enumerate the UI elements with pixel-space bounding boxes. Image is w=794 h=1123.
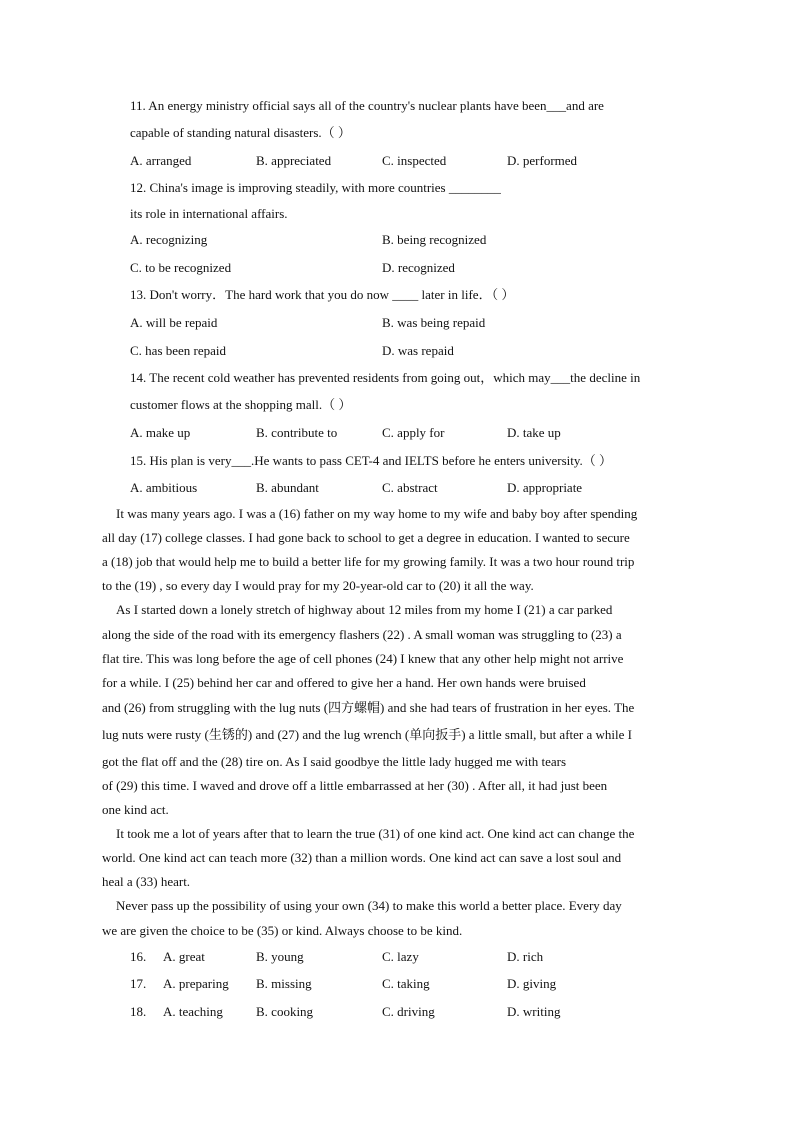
cloze-16-number: 16.: [130, 949, 147, 964]
option-a: A. ambitious: [130, 480, 198, 495]
option-c: C. apply for: [382, 425, 445, 440]
option-d: D. recognized: [382, 260, 455, 275]
option-d: D. appropriate: [507, 480, 583, 495]
option-a: A. will be repaid: [130, 315, 218, 330]
question-12-stem-cont: its role in international affairs.: [130, 206, 288, 221]
option-d: D. giving: [507, 976, 557, 991]
option-c: C. to be recognized: [130, 260, 232, 275]
option-a: A. make up: [130, 425, 191, 440]
passage-line: heal a (33) heart.: [102, 874, 191, 889]
passage-line: It was many years ago. I was a (16) father on my way home to my wife and baby boy after spending: [116, 506, 638, 521]
option-c: C. driving: [382, 1004, 435, 1019]
option-b: B. was being repaid: [382, 315, 486, 330]
question-11-stem-cont: capable of standing natural disasters.（ ）: [130, 125, 351, 140]
passage-line: world. One kind act can teach more (32) than a million words. One kind act can save a lost soul and: [102, 850, 622, 865]
option-d: D. rich: [507, 949, 544, 964]
option-c: C. taking: [382, 976, 430, 991]
question-12-stem: 12. China's image is improving steadily, with more countries ________: [130, 180, 501, 195]
option-d: D. writing: [507, 1004, 561, 1019]
option-c: C. lazy: [382, 949, 419, 964]
passage-line: and (26) from struggling with the lug nuts (四方螺帽) and she had tears of frustration in her eyes. The: [102, 700, 635, 715]
option-a: A. arranged: [130, 153, 192, 168]
passage-line: Never pass up the possibility of using your own (34) to make this world a better place. Every day: [116, 898, 622, 913]
option-d: D. take up: [507, 425, 561, 440]
option-d: D. was repaid: [382, 343, 454, 358]
question-13-stem: 13. Don't worry．The hard work that you do now ____ later in life．（ ）: [130, 287, 515, 302]
cloze-18-number: 18.: [130, 1004, 147, 1019]
passage-line: a (18) job that would help me to build a better life for my growing family. It was a two hour round trip: [102, 554, 635, 569]
option-c: C. inspected: [382, 153, 447, 168]
passage-line: to the (19) , so every day I would pray for my 20-year-old car to (20) it all the way.: [102, 578, 534, 593]
option-a: A. teaching: [163, 1004, 223, 1019]
option-b: B. missing: [256, 976, 312, 991]
option-b: B. being recognized: [382, 232, 487, 247]
option-c: C. abstract: [382, 480, 438, 495]
passage-line: all day (17) college classes. I had gone back to school to get a degree in education. I wanted to secure: [102, 530, 630, 545]
option-b: B. abundant: [256, 480, 319, 495]
passage-line: It took me a lot of years after that to learn the true (31) of one kind act. One kind act can change the: [116, 826, 635, 841]
option-a: A. great: [163, 949, 205, 964]
passage-line: As I started down a lonely stretch of highway about 12 miles from my home I (21) a car parked: [116, 602, 613, 617]
option-b: B. young: [256, 949, 304, 964]
option-b: B. contribute to: [256, 425, 338, 440]
question-15-stem: 15. His plan is very___.He wants to pass CET-4 and IELTS before he enters university.（ ）: [130, 453, 613, 468]
passage-line: we are given the choice to be (35) or kind. Always choose to be kind.: [102, 923, 463, 938]
option-a: A. recognizing: [130, 232, 208, 247]
question-14-stem: 14. The recent cold weather has prevented residents from going out，which may___the decline in: [130, 370, 641, 385]
passage-line: for a while. I (25) behind her car and offered to give her a hand. Her own hands were bruised: [102, 675, 586, 690]
passage-line: got the flat off and the (28) tire on. As I said goodbye the little lady hugged me with tears: [102, 754, 567, 769]
passage-line: of (29) this time. I waved and drove off a little embarrassed at her (30) . After all, it had just been: [102, 778, 608, 793]
passage-line: one kind act.: [102, 802, 169, 817]
option-a: A. preparing: [163, 976, 229, 991]
question-11-stem: 11. An energy ministry official says all of the country's nuclear plants have been___and are: [130, 98, 604, 113]
option-b: B. appreciated: [256, 153, 332, 168]
passage-line: flat tire. This was long before the age of cell phones (24) I knew that any other help might not arrive: [102, 651, 624, 666]
passage-line: lug nuts were rusty (生锈的) and (27) and the lug wrench (单向扳手) a little small, but after a while I: [102, 727, 632, 742]
passage-line: along the side of the road with its emergency flashers (22) . A small woman was struggling to (23) a: [102, 627, 622, 642]
option-d: D. performed: [507, 153, 578, 168]
option-b: B. cooking: [256, 1004, 314, 1019]
option-c: C. has been repaid: [130, 343, 227, 358]
question-14-stem-cont: customer flows at the shopping mall.（ ）: [130, 397, 352, 412]
cloze-17-number: 17.: [130, 976, 147, 991]
